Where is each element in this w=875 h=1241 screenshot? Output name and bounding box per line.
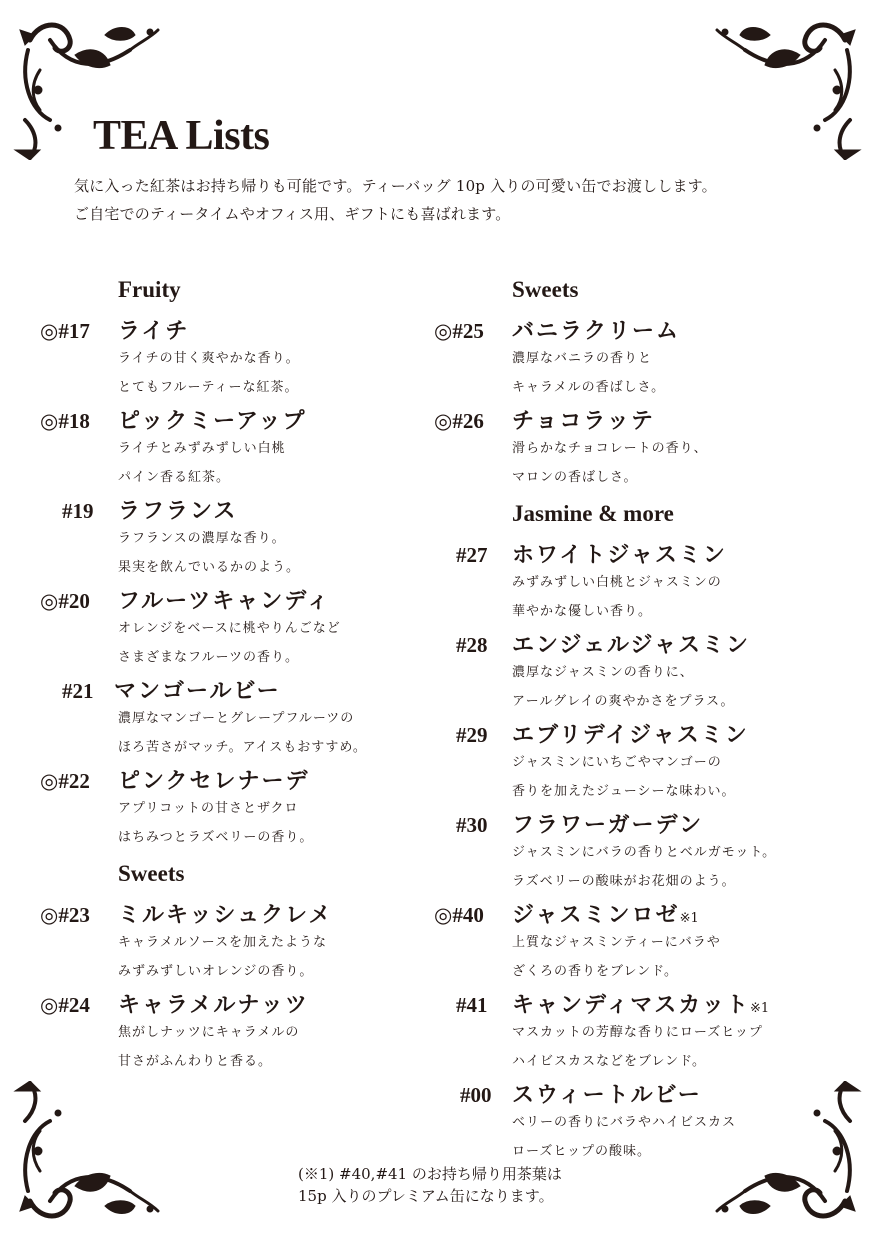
tea-description: 焦がしナッツにキャラメルの [118,1025,300,1040]
tea-number: ◎#26 [434,409,484,433]
tea-item [434,538,854,626]
recommend-mark: ◎ [40,319,59,343]
tea-name: キャラメルナッツ [118,992,309,1018]
tea-number: #41 [456,993,488,1017]
tea-number: ◎#25 [434,319,484,343]
intro-line: 気に入った紅茶はお持ち帰りも可能です。ティーバッグ 10p 入りの可愛い缶でお渡しします。 [74,177,717,195]
tea-name: スウィートルビー [512,1082,702,1108]
tea-description: さまざまなフルーツの香り。 [118,650,299,665]
tea-name: エブリデイジャスミン [512,722,749,748]
tea-description: みずみずしい白桃とジャスミンの [512,575,722,590]
tea-number: #27 [456,543,488,567]
tea-description: 甘さがふんわりと香る。 [118,1054,273,1069]
section-title-fruity: Fruity [118,277,181,302]
tea-item [40,584,440,672]
tea-description: アールグレイの爽やかさをプラス。 [512,694,735,709]
tea-description: ジャスミンにいちごやマンゴーの [512,755,722,770]
tea-description: 濃厚なマンゴーとグレープフルーツの [118,711,355,726]
tea-item [40,494,440,582]
tea-name: フラワーガーデン [512,812,704,838]
tea-description: 華やかな優しい香り。 [512,604,653,619]
recommend-mark: ◎ [40,589,59,613]
recommend-mark: ◎ [434,903,453,927]
intro-line: ご自宅でのティータイムやオフィス用、ギフトにも喜ばれます。 [74,205,511,223]
tea-description: ジャスミンにバラの香りとベルガモット。 [512,845,777,860]
tea-number: ◎#24 [40,993,90,1017]
tea-name: マンゴールビー [114,678,281,704]
tea-description: みずみずしいオレンジの香り。 [118,964,314,979]
recommend-mark: ◎ [434,319,453,343]
tea-number: #19 [62,499,94,523]
page-title: TEA Lists [93,113,270,159]
flourish-icon [715,10,865,160]
tea-item [40,988,440,1076]
corner-ornament-bottom-left [10,1081,160,1231]
tea-description: ライチとみずみずしい白桃 [118,441,286,456]
left-column [40,270,440,1078]
section-title-jasmine: Jasmine & more [512,501,674,526]
tea-name: ホワイトジャスミン [512,542,727,568]
tea-name: キャンディマスカット※1 [512,992,770,1018]
tea-item [434,988,854,1076]
tea-description: ラズベリーの酸味がお花畑のよう。 [512,874,736,889]
recommend-mark: ◎ [40,903,59,927]
tea-item [40,674,440,762]
tea-description: キャラメルの香ばしさ。 [512,380,666,395]
recommend-mark: ◎ [434,409,453,433]
corner-ornament-top-right [715,10,865,160]
tea-description: ライチの甘く爽やかな香り。 [118,351,300,366]
tea-item [434,628,854,716]
tea-description: ほろ苦さがマッチ。アイスもおすすめ。 [118,740,367,755]
tea-item [434,404,854,492]
tea-number: ◎#18 [40,409,90,433]
tea-description: はちみつとラズベリーの香り。 [118,830,314,845]
tea-description: 果実を飲んでいるかのよう。 [118,560,301,575]
footnote-line: (※1) #40,#41 のお持ち帰り用茶葉は [298,1165,562,1183]
tea-name: エンジェルジャスミン [512,632,751,658]
intro-text [74,172,717,228]
tea-name: フルーツキャンディ [118,588,331,614]
tea-description: 上質なジャスミンティーにバラや [512,935,721,950]
recommend-mark: ◎ [40,769,59,793]
tea-item [434,808,854,896]
tea-description: ベリーの香りにバラやハイビスカス [512,1115,737,1130]
tea-description: ローズヒップの酸味。 [512,1144,651,1159]
tea-description: 香りを加えたジューシーな味わい。 [512,784,736,799]
tea-name: ミルキッシュクレメ [118,902,333,928]
tea-description: キャラメルソースを加えたような [118,935,327,950]
tea-description: マロンの香ばしさ。 [512,470,638,485]
tea-item [40,404,440,492]
section-title-sweets: Sweets [512,277,579,302]
right-column [434,270,854,1168]
tea-item [40,898,440,986]
tea-description: ざくろの香りをブレンド。 [512,964,678,979]
tea-name: ラフランス [118,498,238,524]
tea-item [434,718,854,806]
tea-item [40,764,440,852]
tea-number: ◎#22 [40,769,90,793]
tea-name: ピンクセレナーデ [118,768,310,794]
footnote-mark: ※1 [679,911,699,926]
tea-description: とてもフルーティーな紅茶。 [118,380,299,395]
tea-number: #21 [62,679,94,703]
tea-number: ◎#23 [40,903,90,927]
tea-number: #28 [456,633,488,657]
recommend-mark: ◎ [40,409,59,433]
footnote-line: 15p 入りのプレミアム缶になります。 [298,1187,554,1205]
tea-description: 滑らかなチョコレートの香り、 [512,441,708,456]
recommend-mark: ◎ [40,993,59,1017]
tea-description: パイン香る紅茶。 [118,470,231,485]
footnote-mark: ※1 [750,1001,770,1016]
tea-number: #00 [460,1083,492,1107]
tea-name: ライチ [118,318,190,344]
tea-description: ハイビスカスなどをブレンド。 [512,1054,706,1069]
tea-description: ラフランスの濃厚な香り。 [118,531,286,546]
tea-description: アプリコットの甘さとザクロ [118,801,299,816]
tea-description: 濃厚なジャスミンの香りに、 [512,665,694,680]
tea-item [434,314,854,402]
tea-number: #30 [456,813,488,837]
tea-name: バニラクリーム [512,318,681,344]
tea-description: オレンジをベースに桃やりんごなど [118,621,341,636]
tea-name: ジャスミンロゼ※1 [512,902,699,928]
section-title-sweets: Sweets [118,861,185,886]
footnote [298,1163,562,1207]
tea-number: ◎#20 [40,589,90,613]
tea-number: ◎#17 [40,319,90,343]
tea-name: チョコラッテ [512,408,655,434]
tea-item [40,314,440,402]
flourish-icon [10,1081,160,1231]
tea-description: 濃厚なバニラの香りと [512,351,653,366]
tea-number: ◎#40 [434,903,484,927]
tea-name: ピックミーアップ [118,408,307,434]
tea-number: #29 [456,723,488,747]
tea-item [434,898,854,986]
tea-item [434,1078,854,1166]
tea-description: マスカットの芳醇な香りにローズヒップ [512,1025,763,1040]
